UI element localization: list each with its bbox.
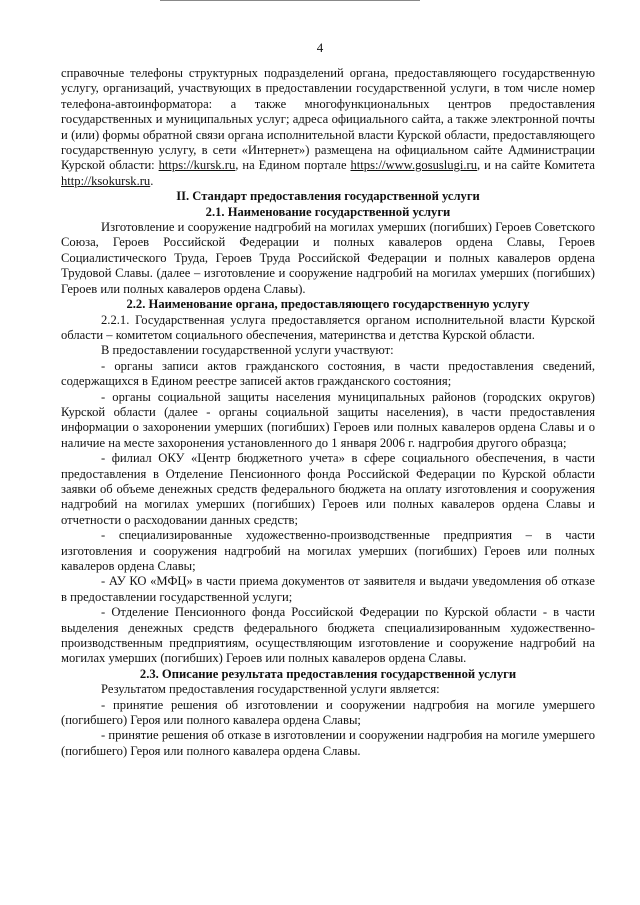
section-2-2-title: 2.2. Наименование органа, предоставляющего государственную услугу	[126, 297, 530, 312]
list-item: - специализированные художественно-производственные предприятия – в части изготовления и сооружения надгробий на могилах умерших (погибших) Героев или полных кавалеров ордена Славы;	[61, 528, 595, 573]
top-rule	[160, 0, 420, 1]
list-item: - органы записи актов гражданского состояния, в части предоставления сведений, содержащихся в Едином реестре записей актов гражданского состояния;	[61, 358, 595, 389]
section-2-1-title: 2.1. Наименование государственной услуги	[205, 204, 451, 219]
intro-paragraph: справочные телефоны структурных подразделений органа, предоставляющего государственную услугу, организаций, участвующих в предоставлении государственной услуги, в том числе номер телефона-автоинформатора: а также многофункциональных центров предоставления государственных и муниципальных услуг; адреса официального сайта, а также электронной почты и (или) формы обратной связи органа исполнительной власти Курской области, предоставляющего государственную услугу, в сети «Интернет») размещена на официальном сайте Администрации Курской области: https://kursk.ru, на Едином портале https://www.gosuslugi.ru, и на сайте Комитета http://ksokursk.ru.	[61, 66, 596, 188]
section-2-title: II. Стандарт предоставления государственной услуги	[176, 189, 480, 204]
document-body	[61, 66, 595, 759]
link-gosuslugi[interactable]: https://www.gosuslugi.ru	[350, 158, 478, 173]
paragraph: 2.2.1. Государственная услуга предоставляется органом исполнительной власти Курской области – комитетом социального обеспечения, материнства и детства Курской области.	[61, 312, 595, 342]
list-item: - филиал ОКУ «Центр бюджетного учета» в сфере социального обеспечения, в части предоставления в Отделение Пенсионного фонда Российской Федерации по Курской области заявки об объеме денежных средств федерального бюджета на оплату изготовления и сооружения надгробий на могилах умерших (погибших) Героев или полных кавалеров ордена Славы и отчетности о расходовании данных средств;	[61, 451, 595, 527]
link-kursk[interactable]: https://kursk.ru	[158, 158, 236, 173]
link-ksokursk[interactable]: http://ksokursk.ru	[61, 173, 151, 188]
paragraph: В предоставлении государственной услуги участвуют:	[101, 343, 394, 358]
list-item: - органы социальной защиты населения муниципальных районов (городских округов) Курской области (далее - органы социальной защиты населения), в части предоставления информации о захоронении умерших (погибших) Героев или полных кавалеров ордена Славы и о наличие на месте захоронения установленного до 1 января 2006 г. надгробия другого образца;	[61, 389, 595, 450]
list-item: - Отделение Пенсионного фонда Российской Федерации по Курской области - в части выделения денежных средств федерального бюджета специализированным художественно-производственным предприятиям, осуществляющим изготовление и сооружение надгробий на могилах умерших (погибших) Героев или полных кавалеров ордена Славы.	[61, 605, 595, 666]
list-item: - принятие решения об изготовлении и сооружении надгробия на могиле умершего (погибшего) Героя или полного кавалера ордена Славы;	[61, 697, 595, 728]
page-number: 4	[316, 40, 324, 55]
section-2-1-text: Изготовление и сооружение надгробий на могилах умерших (погибших) Героев Советского Союза, Героев Российской Федерации и полных кавалеров ордена Славы, Героев Социалистического Труда, Героев Труда Российской Федерации и полных кавалеров ордена Трудовой Славы. (далее – изготовление и сооружение надгробий на могилах умерших (погибших) Героев или полных кавалеров ордена Славы).	[61, 220, 595, 296]
list-item: - принятие решения об отказе в изготовлении и сооружении надгробия на могиле умершего (погибшего) Героя или полного кавалера ордена Славы.	[61, 728, 595, 758]
section-2-3-title: 2.3. Описание результата предоставления государственной услуги	[139, 666, 517, 681]
list-item: - АУ КО «МФЦ» в части приема документов от заявителя и выдачи уведомления об отказе в предоставлении государственной услуги;	[61, 574, 595, 604]
paragraph: Результатом предоставления государственной услуги является:	[101, 682, 440, 697]
